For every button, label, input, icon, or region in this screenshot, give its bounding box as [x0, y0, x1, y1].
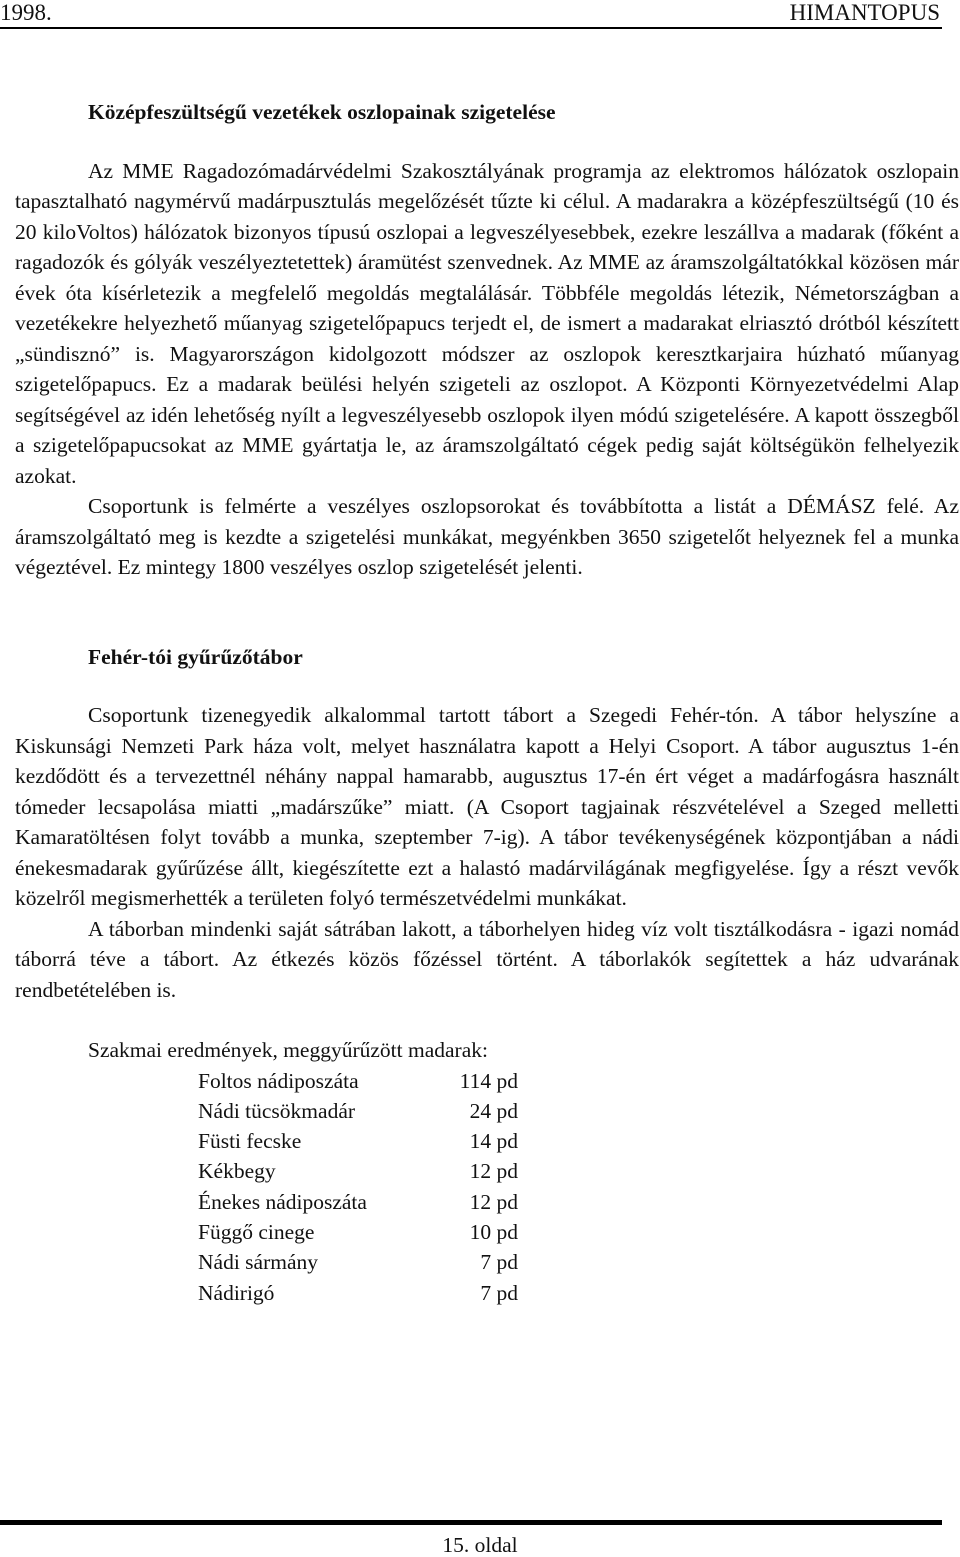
bird-name: Kékbegy	[198, 1159, 276, 1184]
bird-name: Nádi sármány	[198, 1250, 319, 1275]
section-title: Fehér-tói gyűrűzőtábor	[88, 644, 303, 669]
bird-count: 7 pd	[480, 1250, 518, 1275]
section-title: Középfeszültségű vezetékek oszlopainak szigetelése	[88, 100, 556, 124]
page-header	[0, 0, 942, 29]
footer-rule	[0, 1520, 942, 1525]
bird-name: Énekes nádiposzáta	[198, 1189, 367, 1214]
document-body	[15, 97, 959, 1308]
table-row	[198, 1126, 518, 1156]
bird-name: Füsti fecske	[198, 1129, 302, 1154]
table-row	[198, 1247, 518, 1277]
bird-name: Nádirigó	[198, 1280, 275, 1305]
table-row	[198, 1278, 518, 1308]
bird-count: 12 pd	[469, 1159, 518, 1184]
bird-count: 7 pd	[480, 1280, 518, 1305]
paragraph: Az MME Ragadozómadárvédelmi Szakosztályának programja az elektromos hálózatok oszlopain tapasztalható nagymérvű madárpusztulás megelőzését tűzte ki célul. A madarakra a középfeszültségű (10 és 20 kiloVoltos) hálózatok bizonyos típusú oszlopai a legveszélyesebbek, ezekre leszállva a madarak (főként a ragadozók és gólyák veszélyeztetettek) áramütést szenvednek. Az MME az áramszolgáltatókkal közösen már évek óta kísérletezik a megfelelő megoldás megtalálásár. Többféle megoldás létezik, Németországban a vezetékekre helyezhető műanyag szigetelőpapucs terjedt el, de ismert a madarakat elriasztó drótból készített „sündisznó” is. Magyarországon kidolgozott módszer az oszlopok keresztkarjaira húzható műanyag szigetelőpapucs. Ez a madarak beülési helyén szigeteli az oszlopot. A Központi Környezetvédelmi Alap segítségével az idén lehetőség nyílt a legveszélyesebb oszlopok ilyen módú szigetelésére. A kapott összegből a szigetelőpapucsokat az MME gyártatja le, az áramszolgáltató cégek pedig saját költségükön felhelyezik azokat.	[15, 158, 959, 488]
table-row	[198, 1187, 518, 1217]
page-number: 15. oldal	[442, 1533, 518, 1557]
bird-name: Foltos nádiposzáta	[198, 1068, 359, 1093]
bird-count: 114 pd	[459, 1068, 518, 1093]
bird-count: 24 pd	[469, 1098, 518, 1123]
table-row	[198, 1066, 518, 1096]
table-row	[198, 1156, 518, 1186]
results-title: Szakmai eredmények, meggyűrűzött madarak:	[88, 1038, 488, 1062]
table-row	[198, 1096, 518, 1126]
bird-count: 12 pd	[469, 1189, 518, 1214]
header-year: 1998.	[0, 0, 52, 25]
bird-ringing-table	[198, 1066, 518, 1308]
paragraph: Csoportunk tizenegyedik alkalommal tartott tábort a Szegedi Fehér-tón. A tábor helyszíne a Kiskunsági Nemzeti Park háza volt, melyet használatra kapott a Helyi Csoport. A tábor augusztus 1-én kezdődött és a tervezettnél néhány nappal hamarabb, augusztus 17-én ért véget a madárfogásra használt tómeder lecsapolása miatti „madárszűke” miatt. (A Csoport tagjainak részvételével a Szeged melletti Kamaratöltésen folyt tovább a munka, szeptember 7-ig). A tábor tevékenységének központjában a nádi énekesmadarak gyűrűzése állt, kiegészítette ezt a halastó madárvilágának megfigyelése. Így a részt vevők közelről megismerhették a területen folyó természetvédelmi munkákat.	[15, 703, 959, 910]
paragraph: A táborban mindenki saját sátrában lakott, a táborhelyen hideg víz volt tisztálkodásra - igazi nomád táborrá téve a tábort. Az étkezés közös főzéssel történt. A táborlakók segítettek a ház udvarának rendbetételében is.	[15, 916, 959, 1002]
table-row	[198, 1217, 518, 1247]
bird-count: 10 pd	[469, 1219, 518, 1244]
bird-count: 14 pd	[469, 1129, 518, 1154]
paragraph: Csoportunk is felmérte a veszélyes oszlopsorokat és továbbította a listát a DÉMÁSZ felé. Az áramszolgáltató meg is kezdte a szigetelési munkákat, megyénkben 3650 szigetelőt helyeznek fel a munka végeztével. Ez mintegy 1800 veszélyes oszlop szigetelését jelenti.	[15, 494, 959, 579]
bird-name: Függő cinege	[198, 1219, 315, 1244]
bird-name: Nádi tücsökmadár	[198, 1098, 356, 1123]
header-journal: HIMANTOPUS	[789, 0, 940, 25]
